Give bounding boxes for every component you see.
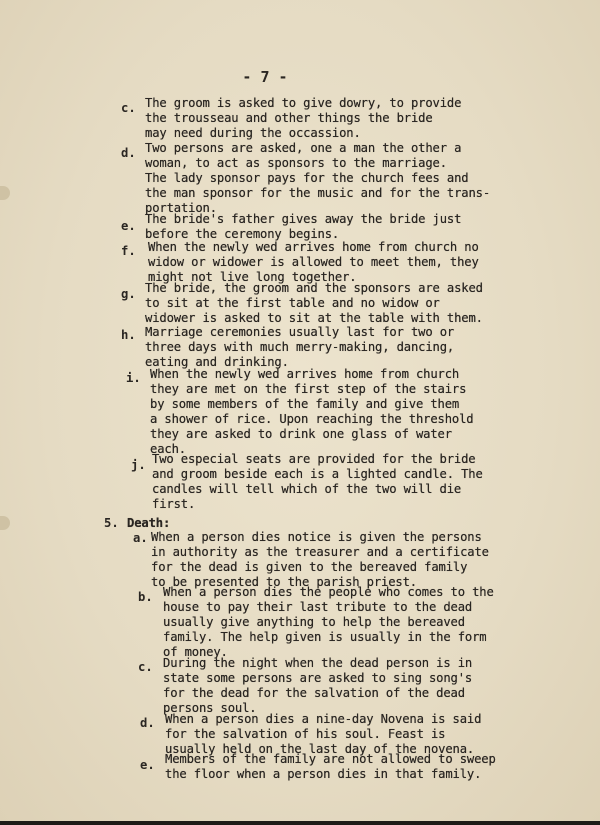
item-f-line-3: might not live long together.	[148, 270, 357, 284]
item-marker-e: e.	[121, 219, 136, 233]
death-c-line-3: for the dead for the salvation of the dead	[163, 686, 465, 700]
item-d-line-5: portation.	[145, 201, 217, 215]
item-h-line-1: Marriage ceremonies usually last for two or	[145, 325, 455, 339]
death-d-line-1: When a person dies a nine-day Novena is said	[165, 712, 482, 726]
item-marker-g: g.	[121, 287, 136, 301]
item-marker-d: d.	[121, 146, 136, 160]
death-a-line-3: for the dead is given to the bereaved family	[151, 560, 468, 574]
item-j-line-4: first.	[152, 497, 196, 511]
death-item-marker-d: d.	[140, 716, 155, 730]
death-c-line-2: state some persons are asked to sing song's	[163, 671, 473, 685]
item-i-line-4: a shower of rice. Upon reaching the threshold	[150, 412, 474, 426]
item-g-line-3: widower is asked to sit at the table with them.	[145, 311, 483, 325]
death-e-line-2: the floor when a person dies in that family.	[165, 767, 482, 781]
death-item-marker-e: e.	[140, 758, 155, 772]
item-f-line-2: widow or widower is allowed to meet them, they	[148, 255, 479, 269]
item-i-line-6: each.	[150, 442, 186, 456]
item-d-line-2: woman, to act as sponsors to the marriage.	[145, 156, 447, 170]
death-b-line-4: family. The help given is usually in the form	[163, 630, 487, 644]
death-c-line-1: During the night when the dead person is in	[163, 656, 473, 670]
death-b-line-1: When a person dies the people who comes to the	[163, 585, 494, 599]
item-i-line-2: they are met on the first step of the stairs	[150, 382, 467, 396]
item-e-line-1: The bride's father gives away the bride just	[145, 212, 462, 226]
item-d-line-3: The lady sponsor pays for the church fees and	[145, 171, 469, 185]
binder-hole-mark	[0, 516, 10, 530]
item-h-line-3: eating and drinking.	[145, 355, 289, 369]
item-marker-c: c.	[121, 101, 136, 115]
death-a-line-2: in authority as the treasurer and a certificate	[151, 545, 489, 559]
death-b-line-5: of money.	[163, 645, 228, 659]
death-item-marker-b: b.	[138, 590, 153, 604]
item-i-line-1: When the newly wed arrives home from church	[150, 367, 460, 381]
item-e-line-2: before the ceremony begins.	[145, 227, 340, 241]
item-marker-i: i.	[126, 371, 141, 385]
death-b-line-3: usually give anything to help the bereaved	[163, 615, 465, 629]
item-j-line-2: and groom beside each is a lighted candle. The	[152, 467, 483, 481]
item-marker-f: f.	[121, 244, 136, 258]
death-item-marker-a: a.	[133, 531, 148, 545]
death-d-line-3: usually held on the last day of the novena.	[165, 742, 475, 756]
section-marker-5: 5.	[104, 516, 119, 530]
scan-edge	[0, 821, 600, 825]
item-i-line-5: they are asked to drink one glass of water	[150, 427, 452, 441]
item-c-line-3: may need during the occassion.	[145, 126, 361, 140]
item-c-line-1: The groom is asked to give dowry, to provide	[145, 96, 462, 110]
page-number: - 7 -	[242, 68, 288, 86]
item-d-line-4: the man sponsor for the music and for the trans-	[145, 186, 490, 200]
item-marker-j: j.	[131, 458, 146, 472]
death-d-line-2: for the salvation of his soul. Feast is	[165, 727, 446, 741]
item-i-line-3: by some members of the family and give them	[150, 397, 460, 411]
item-f-line-1: When the newly wed arrives home from church no	[148, 240, 479, 254]
item-h-line-2: three days with much merry-making, dancing,	[145, 340, 455, 354]
item-j-line-3: candles will tell which of the two will die	[152, 482, 462, 496]
section-title-death: Death:	[127, 516, 171, 530]
item-d-line-1: Two persons are asked, one a man the other a	[145, 141, 462, 155]
item-marker-h: h.	[121, 328, 136, 342]
item-c-line-2: the trousseau and other things the bride	[145, 111, 433, 125]
binder-hole-mark	[0, 186, 10, 200]
item-j-line-1: Two especial seats are provided for the bride	[152, 452, 476, 466]
death-item-marker-c: c.	[138, 660, 153, 674]
death-e-line-1: Members of the family are not allowed to sweep	[165, 752, 496, 766]
death-a-line-4: to be presented to the parish priest.	[151, 575, 417, 589]
death-a-line-1: When a person dies notice is given the persons	[151, 530, 482, 544]
item-g-line-1: The bride, the groom and the sponsors are asked	[145, 281, 483, 295]
item-g-line-2: to sit at the first table and no widow or	[145, 296, 440, 310]
death-c-line-4: persons soul.	[163, 701, 257, 715]
death-b-line-2: house to pay their last tribute to the dead	[163, 600, 473, 614]
